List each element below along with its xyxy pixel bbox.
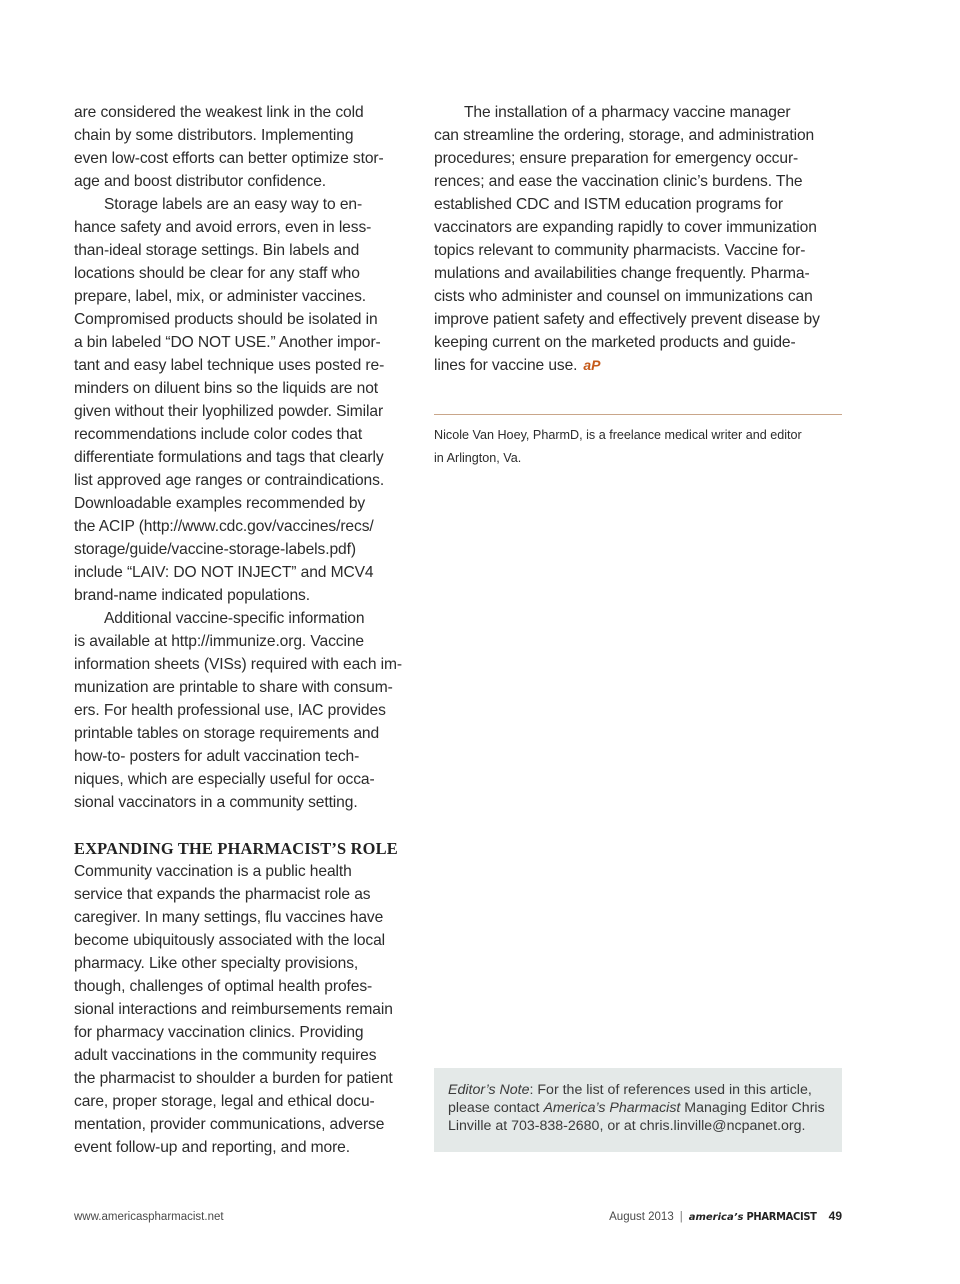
text-line: the ACIP (http://www.cdc.gov/vaccines/recs/	[74, 518, 374, 535]
text-line: vaccinators are expanding rapidly to cover immunization	[434, 219, 817, 236]
text-line: Storage labels are an easy way to en-	[104, 196, 363, 213]
footer-issue-date: August 2013	[609, 1211, 674, 1223]
text-line: sional vaccinators in a community setting.	[74, 794, 358, 811]
text-line: become ubiquitously associated with the local	[74, 932, 386, 949]
text-line: are considered the weakest link in the cold	[74, 104, 364, 121]
magazine-title: America’s Pharmacist	[543, 1100, 681, 1116]
section-gap	[74, 814, 414, 837]
text-line: locations should be clear for any staff who	[74, 265, 360, 282]
editor-note-line-1-text: : For the list of references used in this article,	[529, 1082, 812, 1098]
text-line: munization are printable to share with consum-	[74, 679, 393, 696]
left-paragraph-3	[74, 607, 414, 814]
footer-separator: |	[679, 1211, 683, 1223]
text-line: mentation, provider communications, adverse	[74, 1116, 385, 1133]
text-line: given without their lyophilized powder. Similar	[74, 403, 384, 420]
text-line: mulations and availabilities change frequently. Pharma-	[434, 265, 810, 282]
text-line: the pharmacist to shoulder a burden for patient	[74, 1070, 393, 1087]
text-line: The installation of a pharmacy vaccine manager	[464, 104, 791, 121]
text-line: keeping current on the marketed products and guide-	[434, 334, 796, 351]
text-line: differentiate formulations and tags that clearly	[74, 449, 384, 466]
left-column	[74, 101, 414, 1159]
text-line: storage/guide/vaccine-storage-labels.pdf)	[74, 541, 356, 558]
text-line: service that expands the pharmacist role as	[74, 886, 371, 903]
editor-note-line-3: Linville at 703-838-2680, or at chris.linville@ncpanet.org.	[448, 1118, 806, 1134]
footer-website: www.americaspharmacist.net	[74, 1211, 224, 1223]
text-line: Compromised products should be isolated in	[74, 311, 378, 328]
text-line: is available at http://immunize.org. Vaccine	[74, 633, 365, 650]
text-line: though, challenges of optimal health profes-	[74, 978, 373, 995]
text-line: even low-cost efforts can better optimize stor-	[74, 150, 384, 167]
right-paragraph-1	[434, 101, 842, 354]
text-line: hance safety and avoid errors, even in less-	[74, 219, 372, 236]
text-line: rences; and ease the vaccination clinic’s burdens. The	[434, 173, 803, 190]
text-line: prepare, label, mix, or administer vaccines.	[74, 288, 367, 305]
left-paragraph-2	[74, 193, 414, 607]
editor-note-line-2-post: Managing Editor Chris	[680, 1100, 825, 1116]
bio-divider	[434, 414, 842, 415]
text-line: recommendations include color codes that	[74, 426, 363, 443]
end-of-article-mark: aP	[583, 357, 601, 373]
text-line: how-to- posters for adult vaccination tech-	[74, 748, 360, 765]
left-paragraph-1	[74, 101, 414, 193]
section-heading: EXPANDING THE PHARMACIST’S ROLE	[74, 839, 398, 858]
editor-note-line-2	[448, 1099, 828, 1117]
bio-line-1: Nicole Van Hoey, PharmD, is a freelance medical writer and editor	[434, 428, 802, 442]
right-column	[434, 101, 842, 377]
footer-brand-small: america’s	[688, 1212, 744, 1223]
text-line: pharmacy. Like other specialty provisions,	[74, 955, 359, 972]
text-line: established CDC and ISTM education programs for	[434, 196, 783, 213]
text-line: Community vaccination is a public health	[74, 863, 352, 880]
text-line: cists who administer and counsel on immunizations can	[434, 288, 813, 305]
text-line: ers. For health professional use, IAC provides	[74, 702, 386, 719]
text-line: minders on diluent bins so the liquids are not	[74, 380, 378, 397]
text-line: care, proper storage, legal and ethical docu-	[74, 1093, 375, 1110]
last-line-text: lines for vaccine use.	[434, 357, 578, 374]
editor-note-label: Editor’s Note	[448, 1082, 530, 1098]
text-line: sional interactions and reimbursements remain	[74, 1001, 393, 1018]
text-line: a bin labeled “DO NOT USE.” Another impor-	[74, 334, 381, 351]
editor-note-line-1	[448, 1081, 828, 1099]
left-paragraph-4	[74, 860, 414, 1159]
text-line: can streamline the ordering, storage, and administration	[434, 127, 815, 144]
text-line: include “LAIV: DO NOT INJECT” and MCV4	[74, 564, 374, 581]
text-line: tant and easy label technique uses posted re-	[74, 357, 385, 374]
text-line: printable tables on storage requirements and	[74, 725, 380, 742]
text-line: caregiver. In many settings, flu vaccines have	[74, 909, 384, 926]
text-line: niques, which are especially useful for occa-	[74, 771, 375, 788]
bio-line-2: in Arlington, Va.	[434, 451, 522, 465]
text-line: procedures; ensure preparation for emergency occur-	[434, 150, 799, 167]
text-line: list approved age ranges or contraindications.	[74, 472, 385, 489]
text-line: than-ideal storage settings. Bin labels and	[74, 242, 360, 259]
text-line: chain by some distributors. Implementing	[74, 127, 354, 144]
text-line: age and boost distributor confidence.	[74, 173, 327, 190]
text-line: improve patient safety and effectively prevent disease by	[434, 311, 820, 328]
text-line: event follow-up and reporting, and more.	[74, 1139, 350, 1156]
footer-brand-big: PHARMACIST	[746, 1210, 817, 1223]
text-line: brand-name indicated populations.	[74, 587, 310, 604]
editor-note-line-2-pre: please contact	[448, 1100, 544, 1116]
text-line: adult vaccinations in the community requires	[74, 1047, 377, 1064]
text-line: topics relevant to community pharmacists. Vaccine for-	[434, 242, 806, 259]
right-paragraph-last-line	[434, 354, 842, 377]
text-line: Additional vaccine-specific information	[104, 610, 365, 627]
editor-note-box	[434, 1068, 842, 1152]
text-line: information sheets (VISs) required with each im-	[74, 656, 402, 673]
author-bio	[434, 424, 842, 470]
text-line: Downloadable examples recommended by	[74, 495, 366, 512]
text-line: for pharmacy vaccination clinics. Providing	[74, 1024, 364, 1041]
footer-issue-info	[609, 1209, 842, 1223]
page-number: 49	[828, 1209, 842, 1223]
